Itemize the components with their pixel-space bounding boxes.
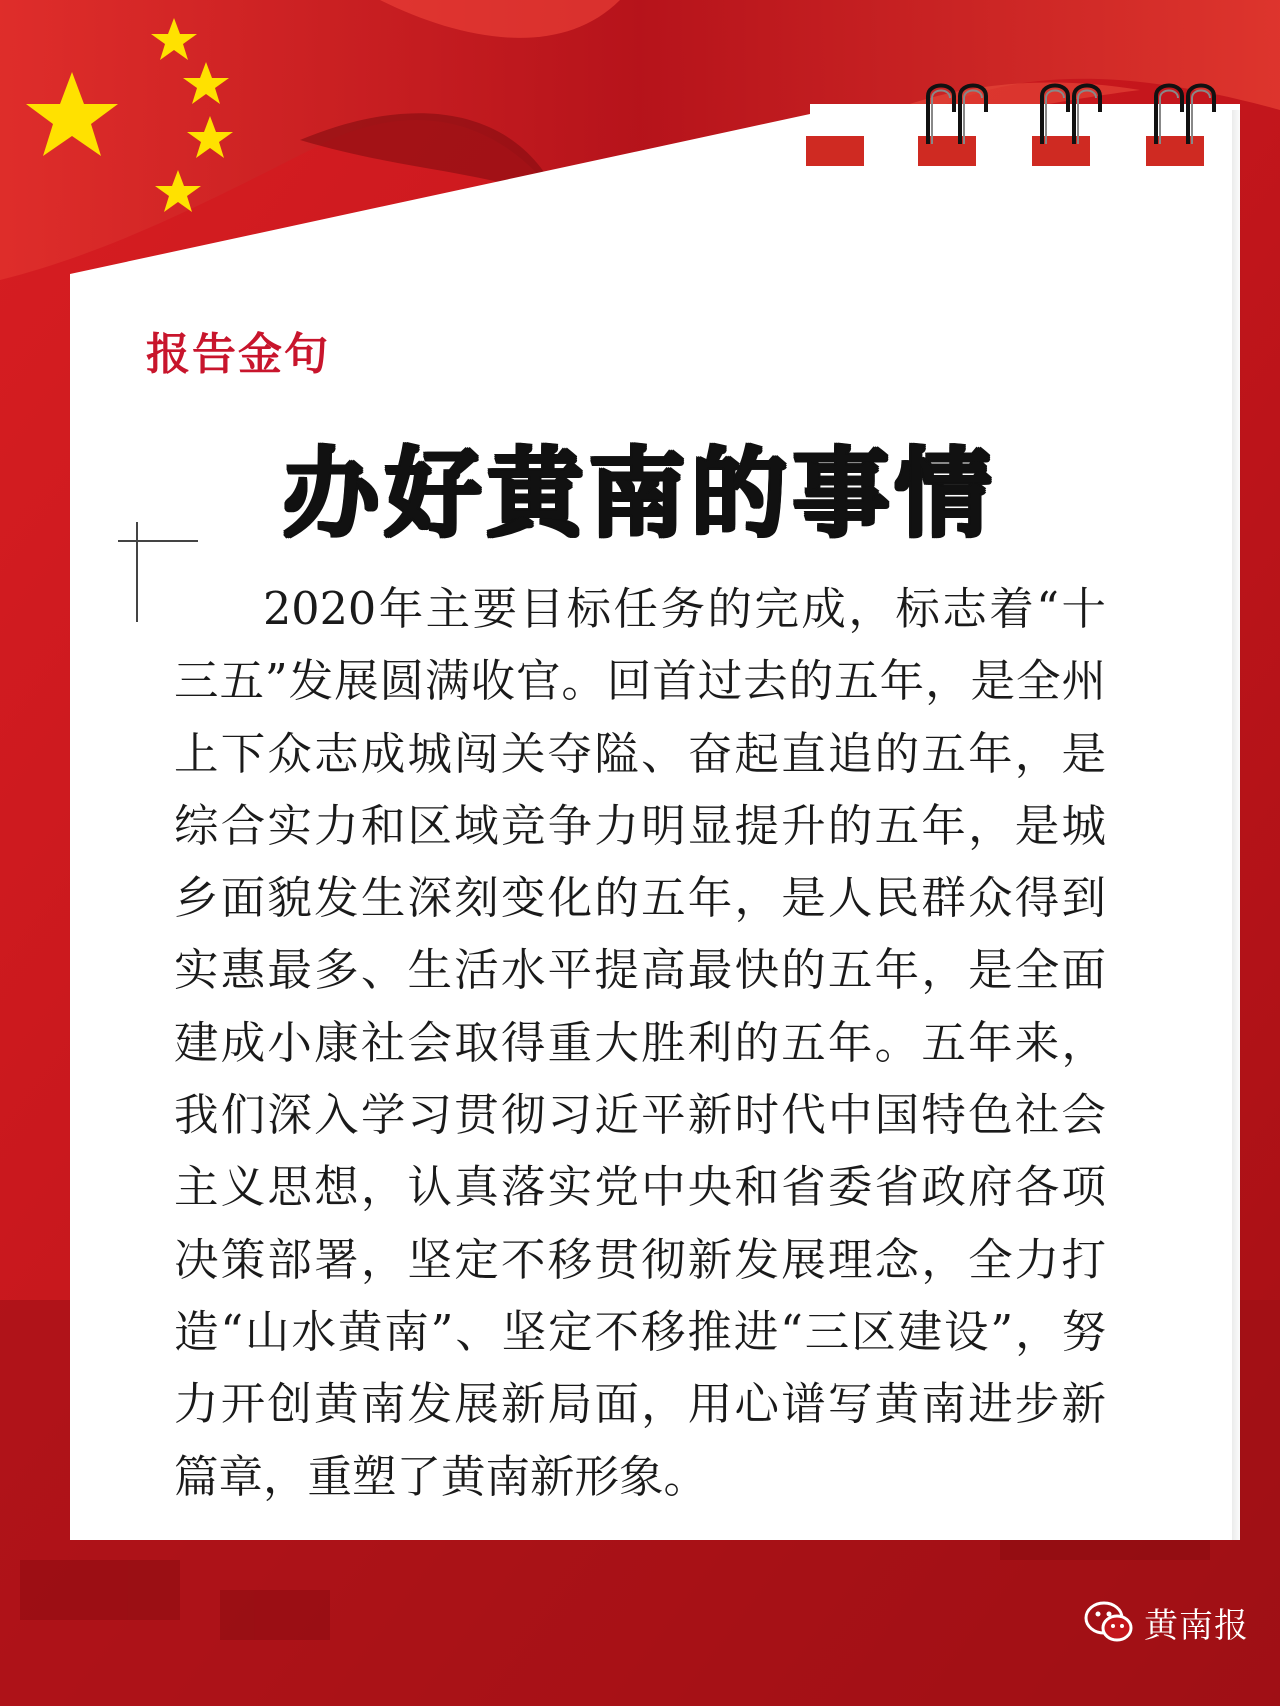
binder-ring-icon <box>954 78 992 148</box>
kicker-label: 报告金句 <box>146 329 330 380</box>
binder-tab <box>806 136 864 166</box>
paper-shadow <box>1232 110 1242 1540</box>
brand-watermark <box>1084 1592 1249 1652</box>
binder-ring-icon <box>1068 78 1106 148</box>
page-title: 办好黄南的事情 <box>283 438 997 550</box>
body-paragraph: 2020年主要目标任务的完成，标志着“十三五”发展圆满收官。回首过去的五年，是全州上下众志成城闯关夺隘、奋起直追的五年，是综合实力和区域竞争力明显提升的五年，是城乡面貌发生深刻变化的五年，是人民群众得到实惠最多、生活水平提高最快的五年，是全面建成小康社会取得重大胜利的五年。五年来，我们深入学习贯彻习近平新时代中国特色社会主义思想，认真落实党中央和省委省政府各项决策部署，坚定不移贯彻新发展理念，全力打造“山水黄南”、坚定不移推进“三区建设”，努力开创黄南发展新局面，用心谱写黄南进步新篇章，重塑了黄南新形象。 <box>174 584 1106 1503</box>
brand-name: 黄南报 <box>1144 1605 1249 1646</box>
wechat-icon <box>1084 1600 1134 1644</box>
crop-mark <box>136 522 138 622</box>
binder-ring-icon <box>1182 78 1220 148</box>
crop-mark <box>118 540 198 542</box>
